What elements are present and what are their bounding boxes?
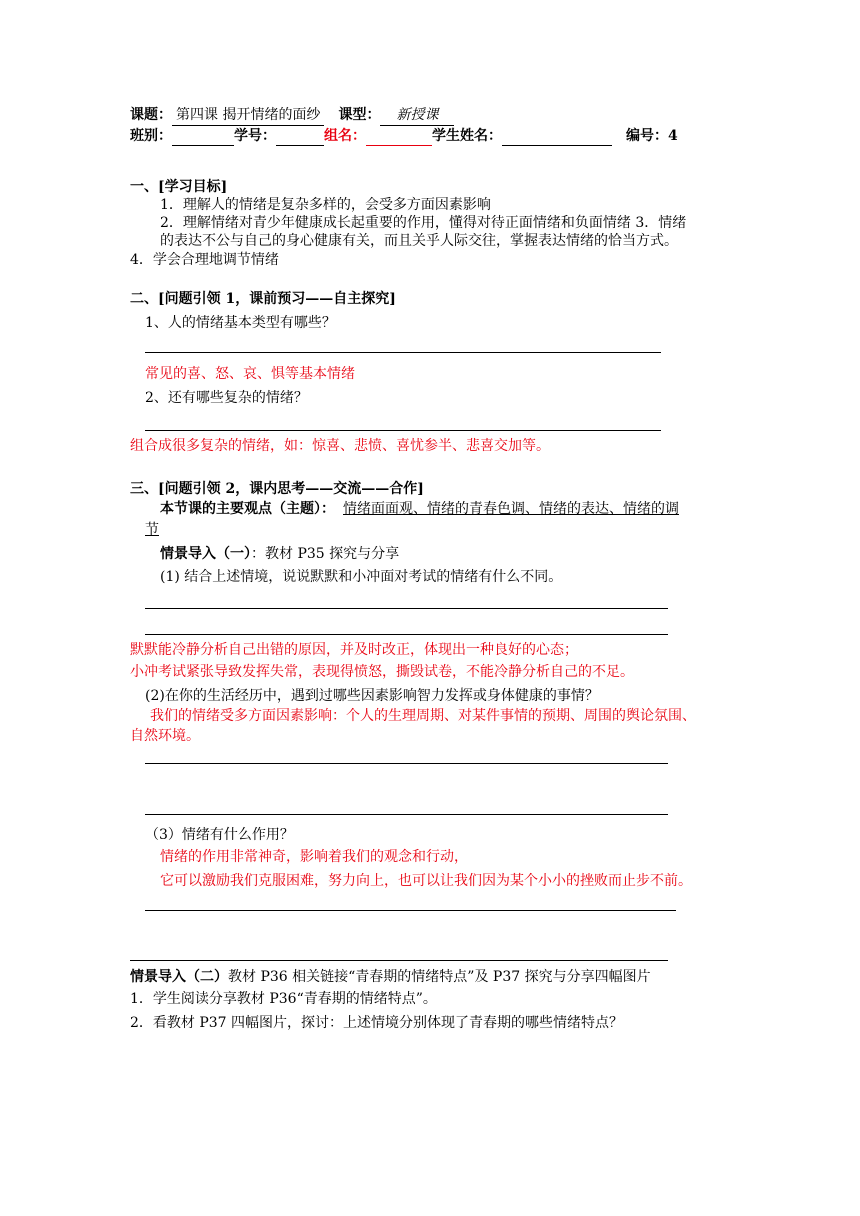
sec2-question-1: 1、人的情绪基本类型有哪些？ <box>145 315 336 331</box>
sec3-answer-2a: 我们的情绪受多方面因素影响：个人的生理周期、对某件事情的预期、周围的舆论氛围、 <box>150 708 696 724</box>
answer-line[interactable] <box>145 608 668 609</box>
group-blank[interactable] <box>366 130 432 146</box>
theme-line <box>160 499 679 519</box>
answer-line[interactable] <box>145 814 668 815</box>
sec1-heading: 一、[学习目标] <box>130 179 228 195</box>
answer-line[interactable] <box>145 430 661 431</box>
scene1-label: 情景导入（一） <box>160 546 251 562</box>
type-value: 新授课 <box>380 105 454 126</box>
sec3-question-3: （3）情绪有什么作用？ <box>145 827 294 843</box>
scene1-text: ：教材 P35 探究与分享 <box>251 546 400 562</box>
answer-line[interactable] <box>130 960 668 961</box>
sec3-answer-1a: 默默能冷静分析自己出错的原因，并及时改正，体现出一种良好的心态； <box>130 642 578 658</box>
number-label: 编号：4 <box>626 128 678 144</box>
class-blank[interactable] <box>172 130 234 146</box>
header-info-line <box>130 126 678 146</box>
type-label: 课型： <box>338 107 381 123</box>
goal-1: 1．理解人的情绪是复杂多样的，会受多方面因素影响 <box>160 197 491 213</box>
goal-2b: 的表达不公与自己的身心健康有关，而且关乎人际交往，掌握表达情绪的恰当方式。 <box>160 233 678 249</box>
sec3-answer-3b: 它可以激励我们克服困难，努力向上，也可以让我们因为某个小小的挫败而止步不前。 <box>160 873 692 889</box>
topic-value: 第四课 揭开情绪的面纱 <box>172 105 324 126</box>
answer-line[interactable] <box>145 634 668 635</box>
sec2-heading: 二、[问题引领 1，课前预习——自主探究] <box>130 291 396 307</box>
student-no-label: 学号： <box>234 128 276 144</box>
sec3-answer-2b: 自然环境。 <box>130 728 200 744</box>
student-name-blank[interactable] <box>502 130 612 146</box>
sec3-question-1: (1) 结合上述情境，说说默默和小冲面对考试的情绪有什么不同。 <box>160 569 563 585</box>
answer-line[interactable] <box>145 763 668 764</box>
goal-2a: 2．理解情绪对青少年健康成长起重要的作用，懂得对待正面情绪和负面情绪 3．情绪 <box>160 215 687 231</box>
sec3-heading: 三、[问题引领 2，课内思考——交流——合作] <box>130 481 424 497</box>
sec3-answer-1b: 小冲考试紧张导致发挥失常，表现得愤怒，撕毁试卷，不能冷静分析自己的不足。 <box>130 664 634 680</box>
sec3-question-2: (2)在你的生活经历中，遇到过哪些因素影响智力发挥或身体健康的事情？ <box>145 688 599 704</box>
sec2-question-2: 2、还有哪些复杂的情绪？ <box>145 390 308 406</box>
sec2-answer-1: 常见的喜、怒、哀、惧等基本情绪 <box>145 366 355 382</box>
scene2-line <box>130 967 651 987</box>
header-topic-line <box>130 105 454 126</box>
sec2-answer-2: 组合成很多复杂的情绪，如：惊喜、悲愤、喜忧参半、悲喜交加等。 <box>130 438 550 454</box>
group-label: 组名： <box>324 128 366 144</box>
task-2: 2．看教材 P37 四幅图片，探讨：上述情境分别体现了青春期的哪些情绪特点？ <box>130 1015 624 1031</box>
goal-4: 4．学会合理地调节情绪 <box>130 252 279 268</box>
task-1: 1．学生阅读分享教材 P36“青春期的情绪特点”。 <box>130 991 437 1007</box>
scene2-label: 情景导入（二） <box>130 969 228 985</box>
theme-value-cont: 节 <box>145 522 159 538</box>
theme-label: 本节课的主要观点（主题）： <box>160 501 335 517</box>
scene2-text: 教材 P36 相关链接“青春期的情绪特点”及 P37 探究与分享四幅图片 <box>228 969 651 985</box>
theme-value: 情绪面面观、情绪的青春色调、情绪的表达、情绪的调 <box>343 501 679 517</box>
sec3-answer-3a: 情绪的作用非常神奇，影响着我们的观念和行动， <box>160 849 468 865</box>
class-label: 班别： <box>130 128 172 144</box>
student-no-blank[interactable] <box>276 130 324 146</box>
scene1-line <box>160 544 399 564</box>
topic-label: 课题： <box>130 107 172 123</box>
answer-line[interactable] <box>145 910 676 911</box>
answer-line[interactable] <box>145 352 661 353</box>
student-name-label: 学生姓名： <box>432 128 502 144</box>
